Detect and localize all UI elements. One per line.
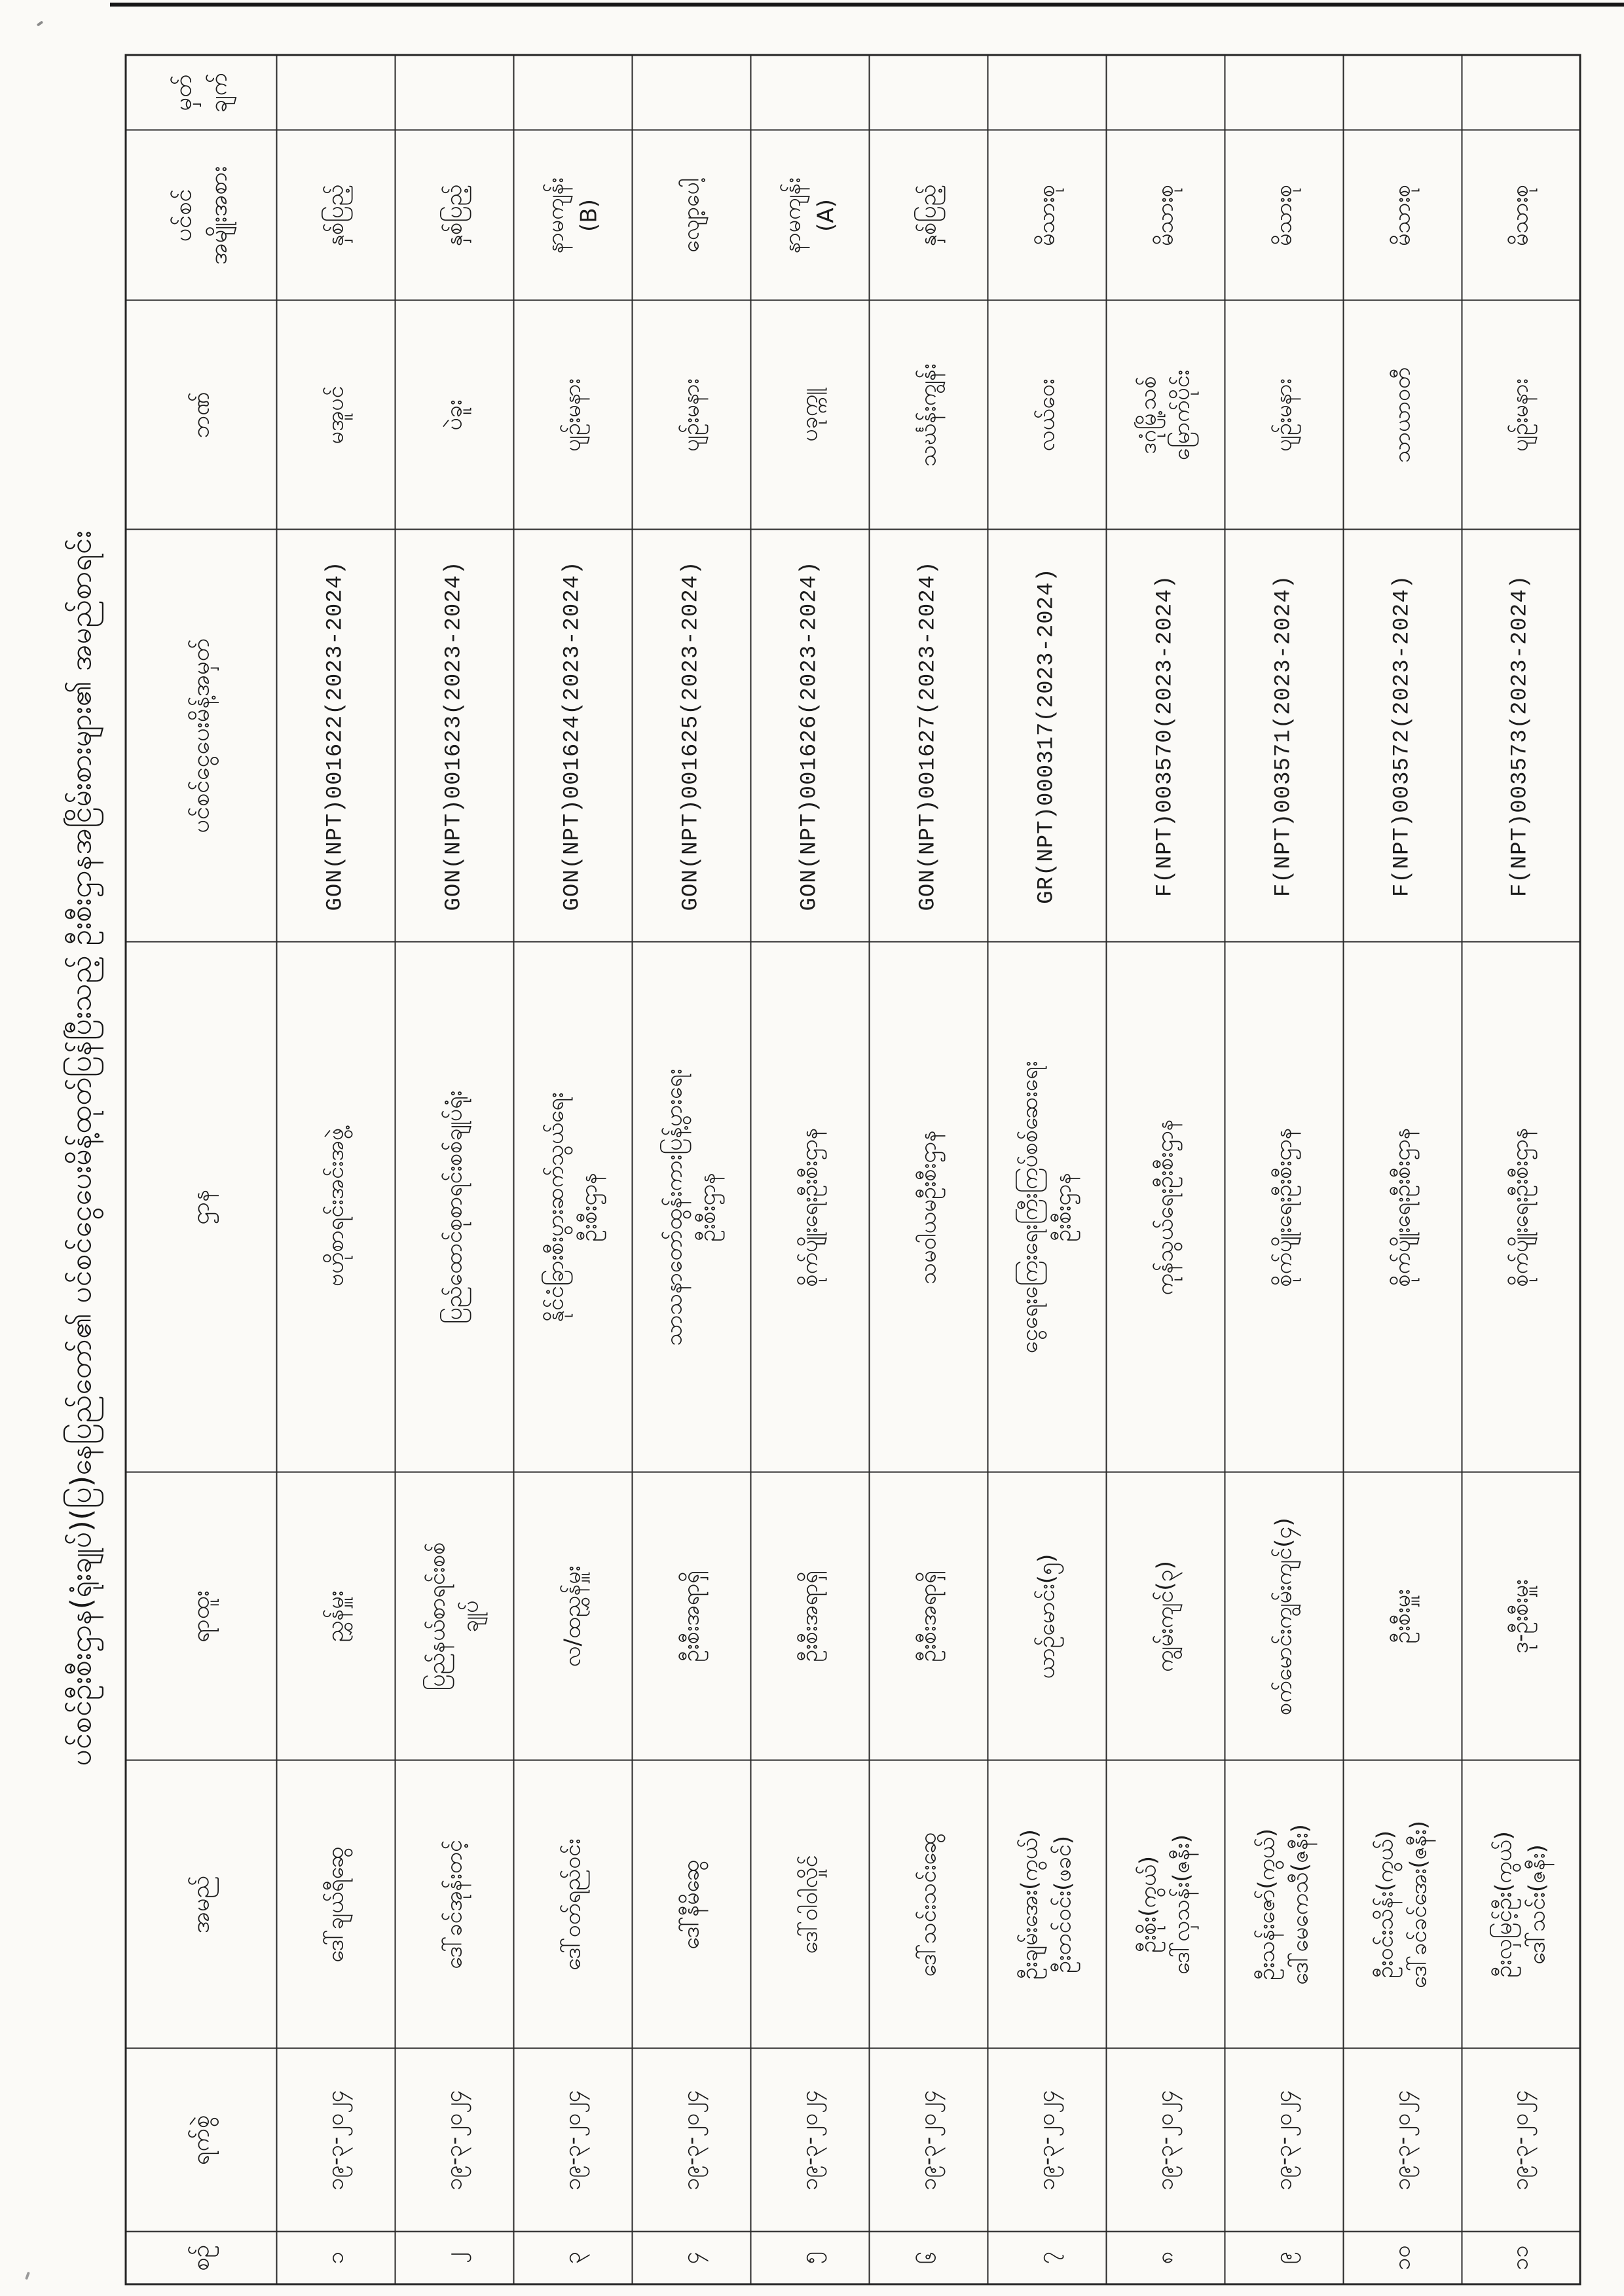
cell-bank [1225,301,1343,530]
cell-pension_no: F(NPT)003570(2023-2024) [1106,530,1225,942]
cell-line: စိုက်ပျိုးရေးဦးစီးဌာန [1270,1127,1297,1286]
cell-pension_no: F(NPT)003571(2023-2024) [1225,530,1343,942]
cell-line: ဒေါ်ဝတ်ရည်ဝင်း [559,1838,585,1971]
cell-bank [513,301,632,530]
cell-name [1106,1760,1225,2049]
cell-position [1462,1472,1580,1760]
cell-serial: ၁၁ [1462,2232,1580,2284]
cell-pension_no: GON(NPT)001626(2023-2024) [750,530,869,942]
cell-line: နှစ်ပြည့် [440,184,467,246]
cell-remark [750,55,869,130]
cell-line: (B) [576,198,602,232]
cell-remark [869,55,987,130]
cell-type [1343,130,1462,301]
cell-name [513,1760,632,2049]
cell-line: လယ်ဝေး [1033,378,1060,452]
cell-department [513,942,632,1472]
cell-department [1343,942,1462,1472]
cell-serial: ၂ [395,2232,513,2284]
cell-remark [1106,55,1225,130]
cell-serial: ၅ [750,2232,869,2284]
column-header-label: ပင်စင် [169,189,196,242]
cell-remark [1343,55,1462,130]
cell-type [750,130,869,301]
cell-bank [750,301,869,530]
table-header-row [126,55,276,2284]
cell-pension_no: GON(NPT)001622(2023-2024) [276,530,395,942]
cell-line: မိသားစု [1033,184,1060,246]
cell-remark [513,55,632,130]
cell-date: ၁၉-၃-၂၀၂၄ [1343,2049,1462,2232]
cell-position [1106,1472,1225,1760]
column-header-pension_no [126,530,276,942]
cell-line: နာမကျန်း [542,177,568,253]
column-header-label: အမျိုးအစား [204,166,232,264]
cell-line: ဗဟိုစာရင်းအင်းအဖွဲ့ [322,1127,348,1286]
cell-remark [987,55,1106,130]
cell-line: ဦးစီးဌာန [576,1172,602,1242]
cell-line: သမဝါယမဦးစီးဌာန [914,1129,941,1285]
cell-line: ဦးစီးအရာရှိ [677,1570,704,1662]
pension-table [124,54,1581,2285]
cell-pension_no: GR(NPT)000317(2023-2024) [987,530,1106,942]
cell-date: ၁၉-၃-၂၀၂၄ [1225,2049,1343,2232]
cell-serial: ၃ [513,2232,632,2284]
cell-date: ၁၉-၃-၂၀၂၄ [1106,2049,1225,2232]
table-row [395,55,513,2284]
cell-line: နိုင်ငံခြားစီးပွားဆက်သွယ်ရေး [542,1091,568,1322]
cell-line: ဒေါ်သင်း(ဇနီး) [1523,1844,1550,1965]
cell-line: ငွေရေးကြေးရေးကြီးကြပ်စစ်ဆေးရေး [1016,1061,1043,1353]
cell-line: ပျဉ်းမနား [559,378,585,452]
cell-type [1106,130,1225,301]
table-row [632,55,750,2284]
cell-line: ပျဉ်းမနား [1507,378,1534,452]
column-header-label: အမည် [187,1875,214,1933]
cell-pension_no: GON(NPT)001623(2023-2024) [395,530,513,942]
cell-serial: ၇ [987,2232,1106,2284]
cell-line: ဦးစီးမှူး [1388,1588,1415,1644]
cell-serial: ၆ [869,2232,987,2284]
cell-date: ၁၉-၃-၂၀၂၄ [395,2049,513,2232]
cell-line: ဒေါ်ဝါဝါလှိုင် [796,1855,822,1954]
cell-bank [632,301,750,530]
cell-type [395,130,513,301]
cell-serial: ၉ [1225,2232,1343,2284]
cell-line: စိုက်ပျိုးရေးဦးစီးဌာန [1388,1127,1415,1286]
cell-line: ဒေါ်မေကေသီ(ဇနီး) [1287,1823,1313,1985]
cell-line: ဒဂုံမြို့သစ် [1135,375,1161,454]
cell-pension_no: GON(NPT)001625(2023-2024) [632,530,750,942]
column-header-label: ချက် [204,72,232,113]
cell-line: ပြည်နယ်စာရင်းစစ် [424,1542,450,1690]
cell-name [1343,1760,1462,2049]
table-row [987,55,1106,2284]
cell-pension_no: F(NPT)003572(2023-2024) [1343,530,1462,942]
cell-line: သာသနာတော်ထွန်းကားပြန့်ပွားရေး [661,1068,687,1346]
cell-line: ပျဉ်းမနား [1270,378,1297,452]
cell-remark [395,55,513,130]
cell-line: မိသားစု [1151,184,1178,246]
cell-line: ညွှန်မှူး [322,1590,348,1642]
cell-department [1462,942,1580,1472]
cell-serial: ၁၀ [1343,2232,1462,2284]
cell-position [395,1472,513,1760]
cell-line: လျော့ပေါ့ [677,177,704,253]
cell-line: ပြည်ထောင်စုစာရင်းစစ်ချုပ်ရုံး [440,1090,467,1324]
cell-serial: ၁ [276,2232,395,2284]
cell-type [1462,130,1580,301]
table-row [1343,55,1462,2284]
cell-remark [1225,55,1343,130]
table-row [276,55,395,2284]
cell-pension_no: F(NPT)003573(2023-2024) [1462,530,1580,942]
column-header-label: ဘဏ် [187,392,214,438]
cell-line: ဒု-ဦးစီးမှူး [1507,1578,1534,1654]
cell-line: ဒေါ်လှသန်း(ဇနီး) [1168,1834,1194,1975]
column-header-serial [126,2232,276,2284]
cell-line: ပဲခူး [440,399,467,431]
cell-serial: ၄ [632,2232,750,2284]
cell-line: စိုက်ပျိုးရေးဦးစီးဌာန [1507,1127,1534,1286]
cell-bank [1343,301,1462,530]
cell-line: မိသားစု [1388,184,1415,246]
cell-remark [1462,55,1580,130]
cell-date: ၁၉-၃-၂၀၂၄ [632,2049,750,2232]
table-row [1106,55,1225,2284]
cell-line: ဒေါ်နီမိဆွေ [677,1859,704,1950]
cell-line: ဦးစီးအရာရှိ [796,1570,822,1662]
column-header-label: စဉ် [187,2244,214,2271]
cell-remark [276,55,395,130]
cell-line: ဦးစီးအရာရှိ [914,1570,941,1662]
cell-line: ဒေါ်ခင်ခင်အေး(ဇနီး) [1405,1820,1431,1988]
table-row [1462,55,1580,2284]
cell-line: ဦးစီးဌာန [1050,1172,1076,1242]
cell-line: နှစ်ပြည့် [322,184,348,246]
cell-position [750,1472,869,1760]
cell-line: နာမကျန်း [779,177,805,253]
column-header-label: မှတ် [169,74,196,111]
cell-date: ၁၉-၃-၂၀၂၄ [750,2049,869,2232]
cell-remark [632,55,750,130]
cell-bank [869,301,987,530]
cell-date: ၁၉-၃-၂၀၂၄ [1462,2049,1580,2232]
cell-line: မအူပင် [322,386,348,444]
column-header-department [126,942,276,1472]
cell-position [632,1472,750,1760]
cell-position [1343,1472,1462,1760]
cell-line: လ/ထညွှန်မှူး [559,1565,585,1667]
cell-type [1225,130,1343,301]
cell-name [276,1760,395,2049]
cell-line: ဒေါ်သင်းသင်းဆွေ [914,1832,941,1977]
cell-name [869,1760,987,2049]
cell-date: ၁၉-၃-၂၀၂၄ [276,2049,395,2232]
cell-position [869,1472,987,1760]
cell-position [513,1472,632,1760]
column-header-type [126,130,276,301]
cell-type [987,130,1106,301]
cell-name [750,1760,869,2049]
column-header-label: ပင်စင်ငွေပေးမိန့်အမှတ် [187,638,214,833]
cell-line: ဦးတင်ဝင်း(ဖခင်) [1050,1835,1076,1973]
column-header-label: ဌာန [187,1189,214,1225]
cell-date: ၁၉-၃-၂၀၂၄ [987,2049,1106,2232]
column-header-label: ရာထူး [187,1590,214,1643]
cell-line: ဦးသန်းဇော်(ကွယ်) [1253,1828,1280,1980]
cell-department [632,942,750,1472]
cell-pension_no: GON(NPT)001624(2023-2024) [513,530,632,942]
column-header-position [126,1472,276,1760]
cell-line: ဦးစီးဌာန [694,1172,720,1242]
cell-line: နှစ်ပြည့် [914,184,941,246]
column-header-label: ရက်စွဲ [187,2115,214,2165]
cell-line: ပခုက္ကူ [796,388,822,442]
cell-line: သာယာဝတီ [1388,367,1415,463]
cell-line: မိသားစု [1507,184,1534,246]
cell-date: ၁၉-၃-၂၀၂၄ [869,2049,987,2232]
cell-serial: ၈ [1106,2232,1225,2284]
column-header-bank [126,301,276,530]
cell-bank [276,301,395,530]
cell-bank [1462,301,1580,530]
cell-type [276,130,395,301]
cell-line: ဦးချမ်းအေး(ကွယ်) [1016,1829,1043,1980]
cell-position [276,1472,395,1760]
cell-line: ကျွမ်းကျင်(၃) [1151,1560,1178,1672]
cell-line: စက်မောင်းကျွမ်းကျင်(၄) [1270,1517,1297,1715]
cell-type [513,130,632,301]
cell-bank [987,301,1106,530]
cell-line: ဦးဝင်းသိန်း(ကွယ်) [1372,1830,1398,1978]
cell-department [395,942,513,1472]
column-header-remark [126,55,276,130]
cell-name [1225,1760,1343,2049]
cell-line: (A) [813,198,839,232]
cell-line: ချုပ် [457,1600,483,1632]
cell-type [869,130,987,301]
cell-line: ဒေါ်ချယ်ရီဆွေ [322,1846,348,1963]
cell-name [1462,1760,1580,2049]
cell-type [632,130,750,301]
cell-department [987,942,1106,1472]
page-title: ပင်စင်ဦးစီးဌာန(ရုံးချုပ်)(ပြ)နေပြည်တော်၏ ပင်စင်ငွေပေးမိန့်ထုတ်ပြန်ပြီးသည့် ဦးစီးဌာနအငြိမ်းစားများ၏ အမည်စာရင်း [64,530,98,1766]
cell-date: ၁၉-၃-၂၀၂၄ [513,2049,632,2232]
cell-name [632,1760,750,2049]
cell-department [1225,942,1343,1472]
cell-line: ကုန်သွယ်ရေးဦးစီးဌာန [1151,1118,1178,1296]
cell-department [869,942,987,1472]
cell-bank [1106,301,1225,530]
cell-department [276,942,395,1472]
table-row [869,55,987,2284]
table-row [750,55,869,2284]
column-header-date [126,2049,276,2232]
cell-position [987,1472,1106,1760]
cell-pension_no: GON(NPT)001627(2023-2024) [869,530,987,942]
cell-line: မိသားစု [1270,184,1297,246]
cell-line: စိုက်ပျိုးရေးဦးစီးဌာန [796,1127,822,1286]
table-row [1225,55,1343,2284]
cell-bank [395,301,513,530]
cell-line: ဦးစိုး(ကွယ်) [1135,1855,1161,1953]
cell-line: ဒေါ်ခင်အုန်းတင့် [440,1839,467,1969]
cell-department [750,942,869,1472]
cell-position [1225,1472,1343,1760]
cell-line: သင်္ဃန်းကျွန်း [914,363,941,467]
cell-line: မြောက်ပိုင်း [1168,369,1194,460]
cell-line: ယာဉ်မောင်း(၅) [1033,1554,1060,1679]
cell-name [395,1760,513,2049]
table-row [513,55,632,2284]
cell-department [1106,942,1225,1472]
cell-name [987,1760,1106,2049]
cell-line: ဦးလှမြင့်ဦး(ကွယ်) [1490,1831,1517,1978]
cell-line: ပျဉ်းမနား [677,378,704,452]
column-header-name [126,1760,276,2049]
